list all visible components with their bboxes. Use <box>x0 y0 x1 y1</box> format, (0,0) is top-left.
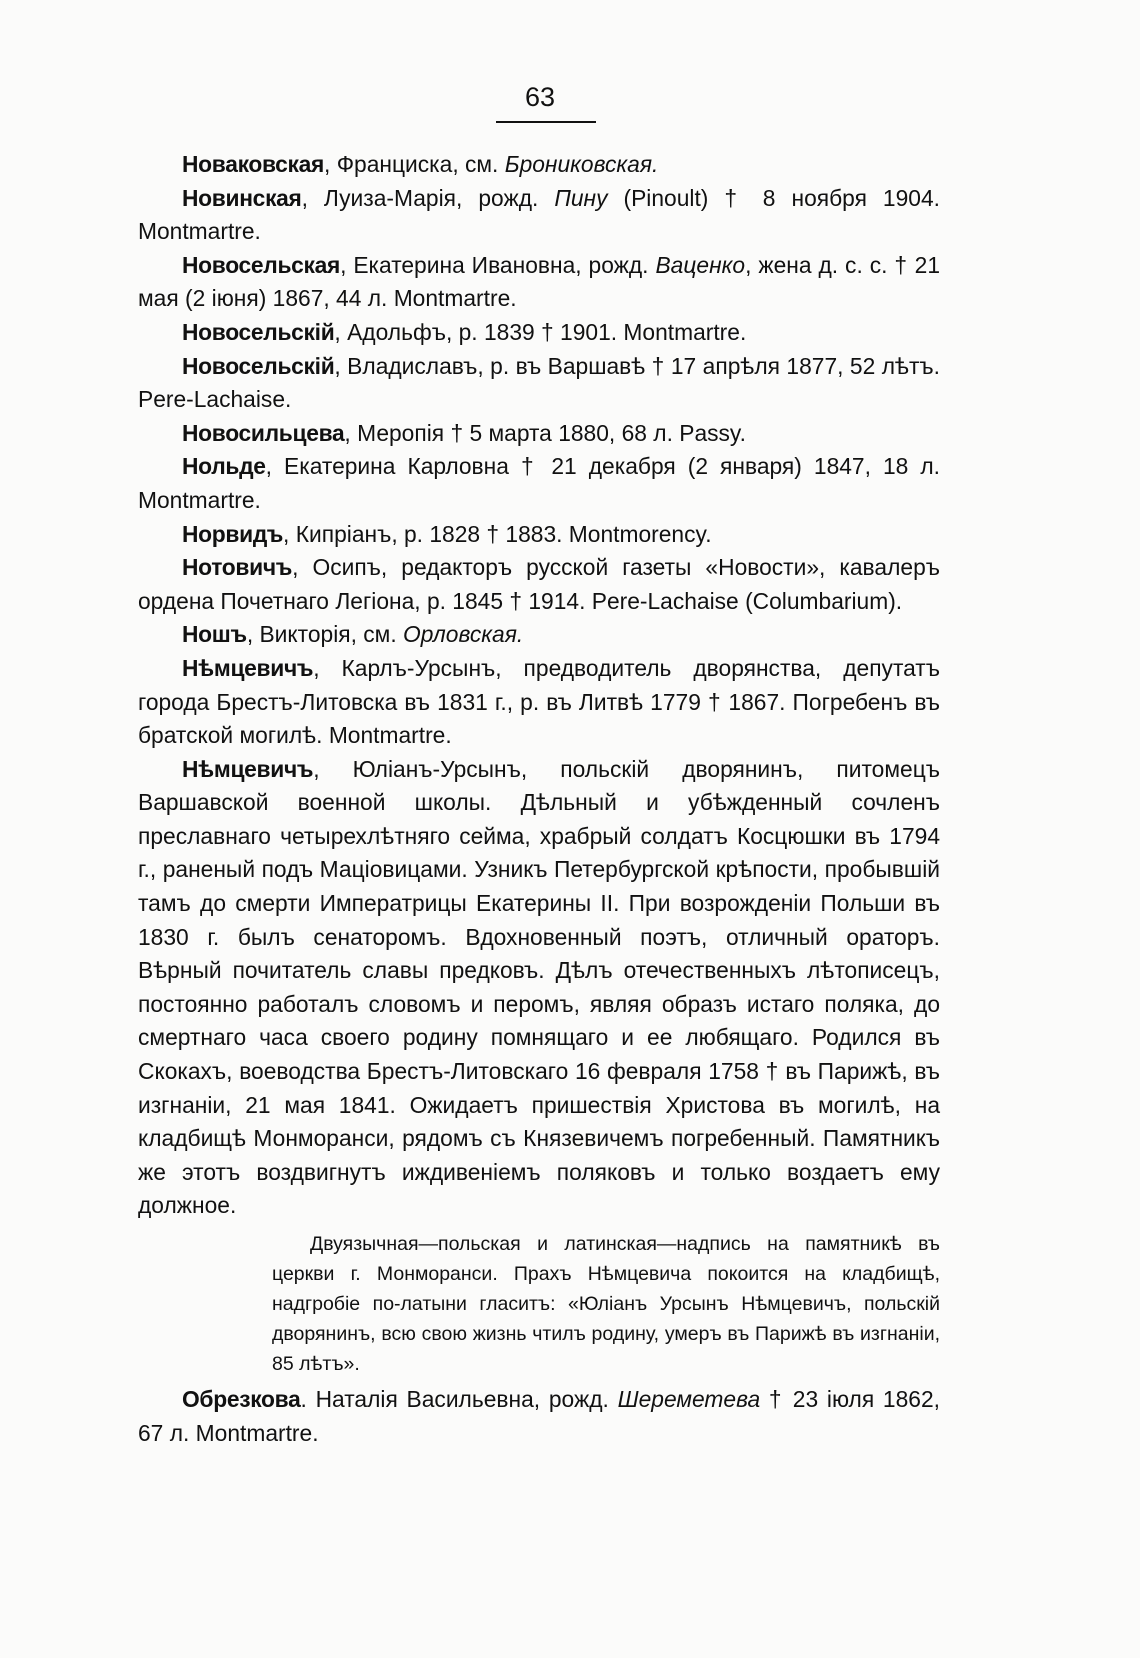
entry-text: , Викторія, см. <box>246 621 404 648</box>
entry-notovich <box>138 551 940 618</box>
entry-surname: Ношъ <box>182 621 247 648</box>
entry-text: , Владиславъ, р. въ Варшавѣ † 17 апрѣля 1877, 52 лѣтъ. Pere-Lachaise. <box>138 352 940 413</box>
entry-obrezkova <box>138 1383 940 1450</box>
entry-text: , Франциска, см. <box>324 151 505 177</box>
entry-italic-reference: Орловская. <box>403 621 524 648</box>
entry-novoselskiy-adolf <box>138 316 940 350</box>
entry-surname: Новинская <box>182 184 302 211</box>
entry-novoselskiy-vladislav <box>138 350 940 417</box>
entry-surname: Обрезкова <box>182 1386 301 1412</box>
entry-nemtsevich-julian <box>138 753 940 1223</box>
entry-surname: Норвидъ <box>182 520 284 547</box>
page-number: 63 <box>524 82 556 112</box>
entry-novinskaya <box>138 182 940 249</box>
entry-nosh <box>138 618 940 652</box>
entry-text: . Наталія Васильевна, рожд. <box>300 1386 618 1412</box>
entry-italic-reference: Брониковская. <box>504 151 659 177</box>
entry-surname: Новосельскій <box>182 352 335 379</box>
entry-surname: Новаковская <box>182 151 325 177</box>
page-number-rule <box>496 121 596 123</box>
entry-text: , Меропія † 5 марта 1880, 68 л. Passy. <box>344 419 746 446</box>
entry-text: , Кипріанъ, р. 1828 † 1883. Montmorency. <box>283 520 712 547</box>
entry-italic-reference: Шереметева <box>617 1386 761 1412</box>
entry-novoselskaya <box>138 249 940 316</box>
entries-list <box>138 148 940 1450</box>
entry-italic-reference: Пину <box>554 184 608 211</box>
entry-surname: Нѣмцевичъ <box>182 755 314 782</box>
entry-text-after: (Pinoult) † 8 ноября 1904. Montmartre. <box>138 184 940 245</box>
entry-surname: Нотовичъ <box>182 554 293 581</box>
entry-norvid <box>138 518 940 552</box>
entry-text: , Юліанъ-Урсынъ, польскій дворянинъ, питомецъ Варшавской военной школы. Дѣльный и убѣжденный сочленъ преславнаго четырехлѣтняго сейма, храбрый солдатъ Косцюшки въ 1794 г., раненый подъ Маціовицами. Узникъ Петербургской крѣпости, пробывшій тамъ до смерти Императрицы Екатерины II. При возрожденіи Польши въ 1830 г. былъ сенаторомъ. Вдохновенный поэтъ, отличный ораторъ. Вѣрный почитатель славы предковъ. Дѣлъ отечественныхъ лѣтописецъ, постоянно работалъ словомъ и перомъ, являя образъ истаго поляка, до смертнаго часа своего родину помнящаго и ее любящаго. Родился въ Скокахъ, воеводства Брестъ-Литовскаго 16 февраля 1758 † въ Парижѣ, въ изгнаніи, 21 мая 1841. Ожидаетъ пришествія Христова въ могилѣ, на кладбищѣ Монморанси, рядомъ съ Князевичемъ погребенный. Памятникъ же этотъ воздвигнутъ иждивеніемъ поляковъ и только воздаетъ ему должное. <box>138 755 940 1219</box>
entry-italic-reference: Ваценко <box>655 251 746 278</box>
inscription-note: Двуязычная—польская и латинская—надпись на памятникѣ въ церкви г. Монморанси. Прахъ Нѣмцевича покоится на кладбищѣ, надгробіе по-латыни гласитъ: «Юліанъ Урсынъ Нѣмцевичъ, польскій дворянинъ, всю свою жизнь чтилъ родину, умеръ въ Парижѣ въ изгнаніи, 85 лѣтъ». <box>272 1233 940 1375</box>
entry-text-after: , жена д. с. с. † 21 мая (2 іюня) 1867, 44 л. Montmartre. <box>138 251 940 312</box>
entry-surname: Нѣмцевичъ <box>182 654 314 681</box>
entry-text: , Осипъ, редакторъ русской газеты «Новости», кавалеръ ордена Почетнаго Легіона, р. 1845 † 1914. Pere-Lachaise (Columbarium). <box>138 554 940 614</box>
entry-novakovskaya <box>138 148 940 182</box>
entry-surname: Новосельская <box>182 251 341 278</box>
entry-text: , Адольфъ, р. 1839 † 1901. Montmartre. <box>334 318 747 345</box>
entry-surname: Новосельскій <box>182 318 335 345</box>
entry-surname: Новосильцева <box>182 419 345 446</box>
entry-text: , Екатерина Карловна † 21 декабря (2 января) 1847, 18 л. Montmartre. <box>138 453 940 513</box>
entry-surname: Нольде <box>182 453 266 480</box>
entry-novosiltseva <box>138 417 940 451</box>
entry-text-after: † 23 іюля 1862, 67 л. Montmartre. <box>138 1386 940 1446</box>
entry-nolde <box>138 450 940 517</box>
entry-text: , Екатерина Ивановна, рожд. <box>340 251 656 278</box>
entry-text: , Карлъ-Урсынъ, предводитель дворянства, депутатъ города Брестъ-Литовска въ 1831 г., р. въ Литвѣ 1779 † 1867. Погребенъ въ братской могилѣ. Montmartre. <box>138 654 940 749</box>
entry-text: , Луиза-Марія, рожд. <box>301 184 555 211</box>
entry-nemtsevich-karl <box>138 652 940 753</box>
